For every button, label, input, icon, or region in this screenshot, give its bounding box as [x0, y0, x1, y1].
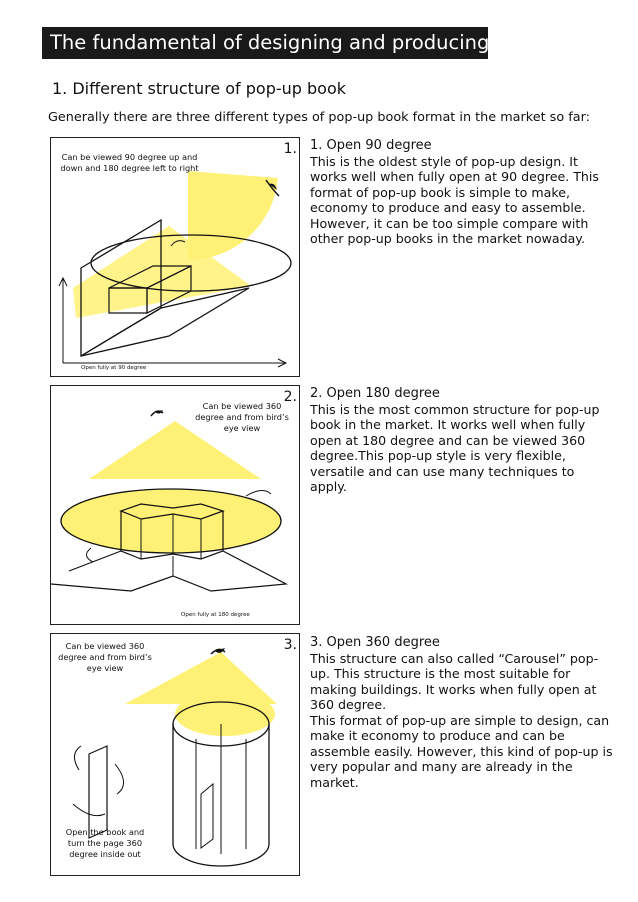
description-heading: 2. Open 180 degree — [310, 386, 440, 401]
intro-text: Generally there are three different types of pop-up book format in the market so far: — [48, 110, 590, 125]
page-title: The fundamental of designing and producing Pop-up — [42, 27, 488, 59]
panel-number: 3. — [283, 637, 297, 653]
description-heading: 3. Open 360 degree — [310, 635, 440, 650]
description-3 — [310, 635, 615, 790]
description-body: This structure can also called “Carousel” pop-up. This structure is the most suitable for making buildings. It works when fully open at 360 degree. — [310, 650, 599, 712]
panel-number: 2. — [283, 389, 297, 405]
axis-label: Open fully at 180 degree — [181, 612, 250, 618]
description-body: This is the oldest style of pop-up design. It works well when fully open at 90 degree. This format of pop-up book is simple to make, economy to produce and easy to assemble. However, it can be too simple compare with other pop-up books in the market nowaday. — [310, 153, 599, 246]
panel-caption: Can be viewed 90 degree up and down and 180 degree left to right — [60, 152, 199, 173]
panel-number: 1. — [283, 141, 297, 157]
panel-caption-bottom: Open the book and turn the page 360 degree inside out — [65, 827, 145, 859]
axis-label: Open fully at 90 degree — [81, 365, 147, 371]
panel-caption: Can be viewed 360 degree and from bird’s eye view — [58, 641, 152, 673]
diagram-panel-2 — [50, 385, 300, 625]
description-1 — [310, 138, 615, 247]
diagram-panel-3 — [50, 633, 300, 876]
description-heading: 1. Open 90 degree — [310, 138, 432, 153]
description-body: This is the most common structure for pop-up book in the market. It works well when fully open at 180 degree and can be viewed 360 degree.This pop-up style is very flexible, versatile and can use many techniques to apply. — [310, 401, 600, 494]
diagram-panel-1 — [50, 137, 300, 377]
section-heading: 1. Different structure of pop-up book — [52, 79, 347, 98]
description-body: This format of pop-up are simple to design, can make it economy to produce and can be assemble easily. However, this kind of pop-up is very popular and many are already in the market. — [310, 712, 613, 790]
description-2 — [310, 386, 615, 495]
panel-caption: Can be viewed 360 degree and from bird’s eye view — [195, 401, 289, 433]
